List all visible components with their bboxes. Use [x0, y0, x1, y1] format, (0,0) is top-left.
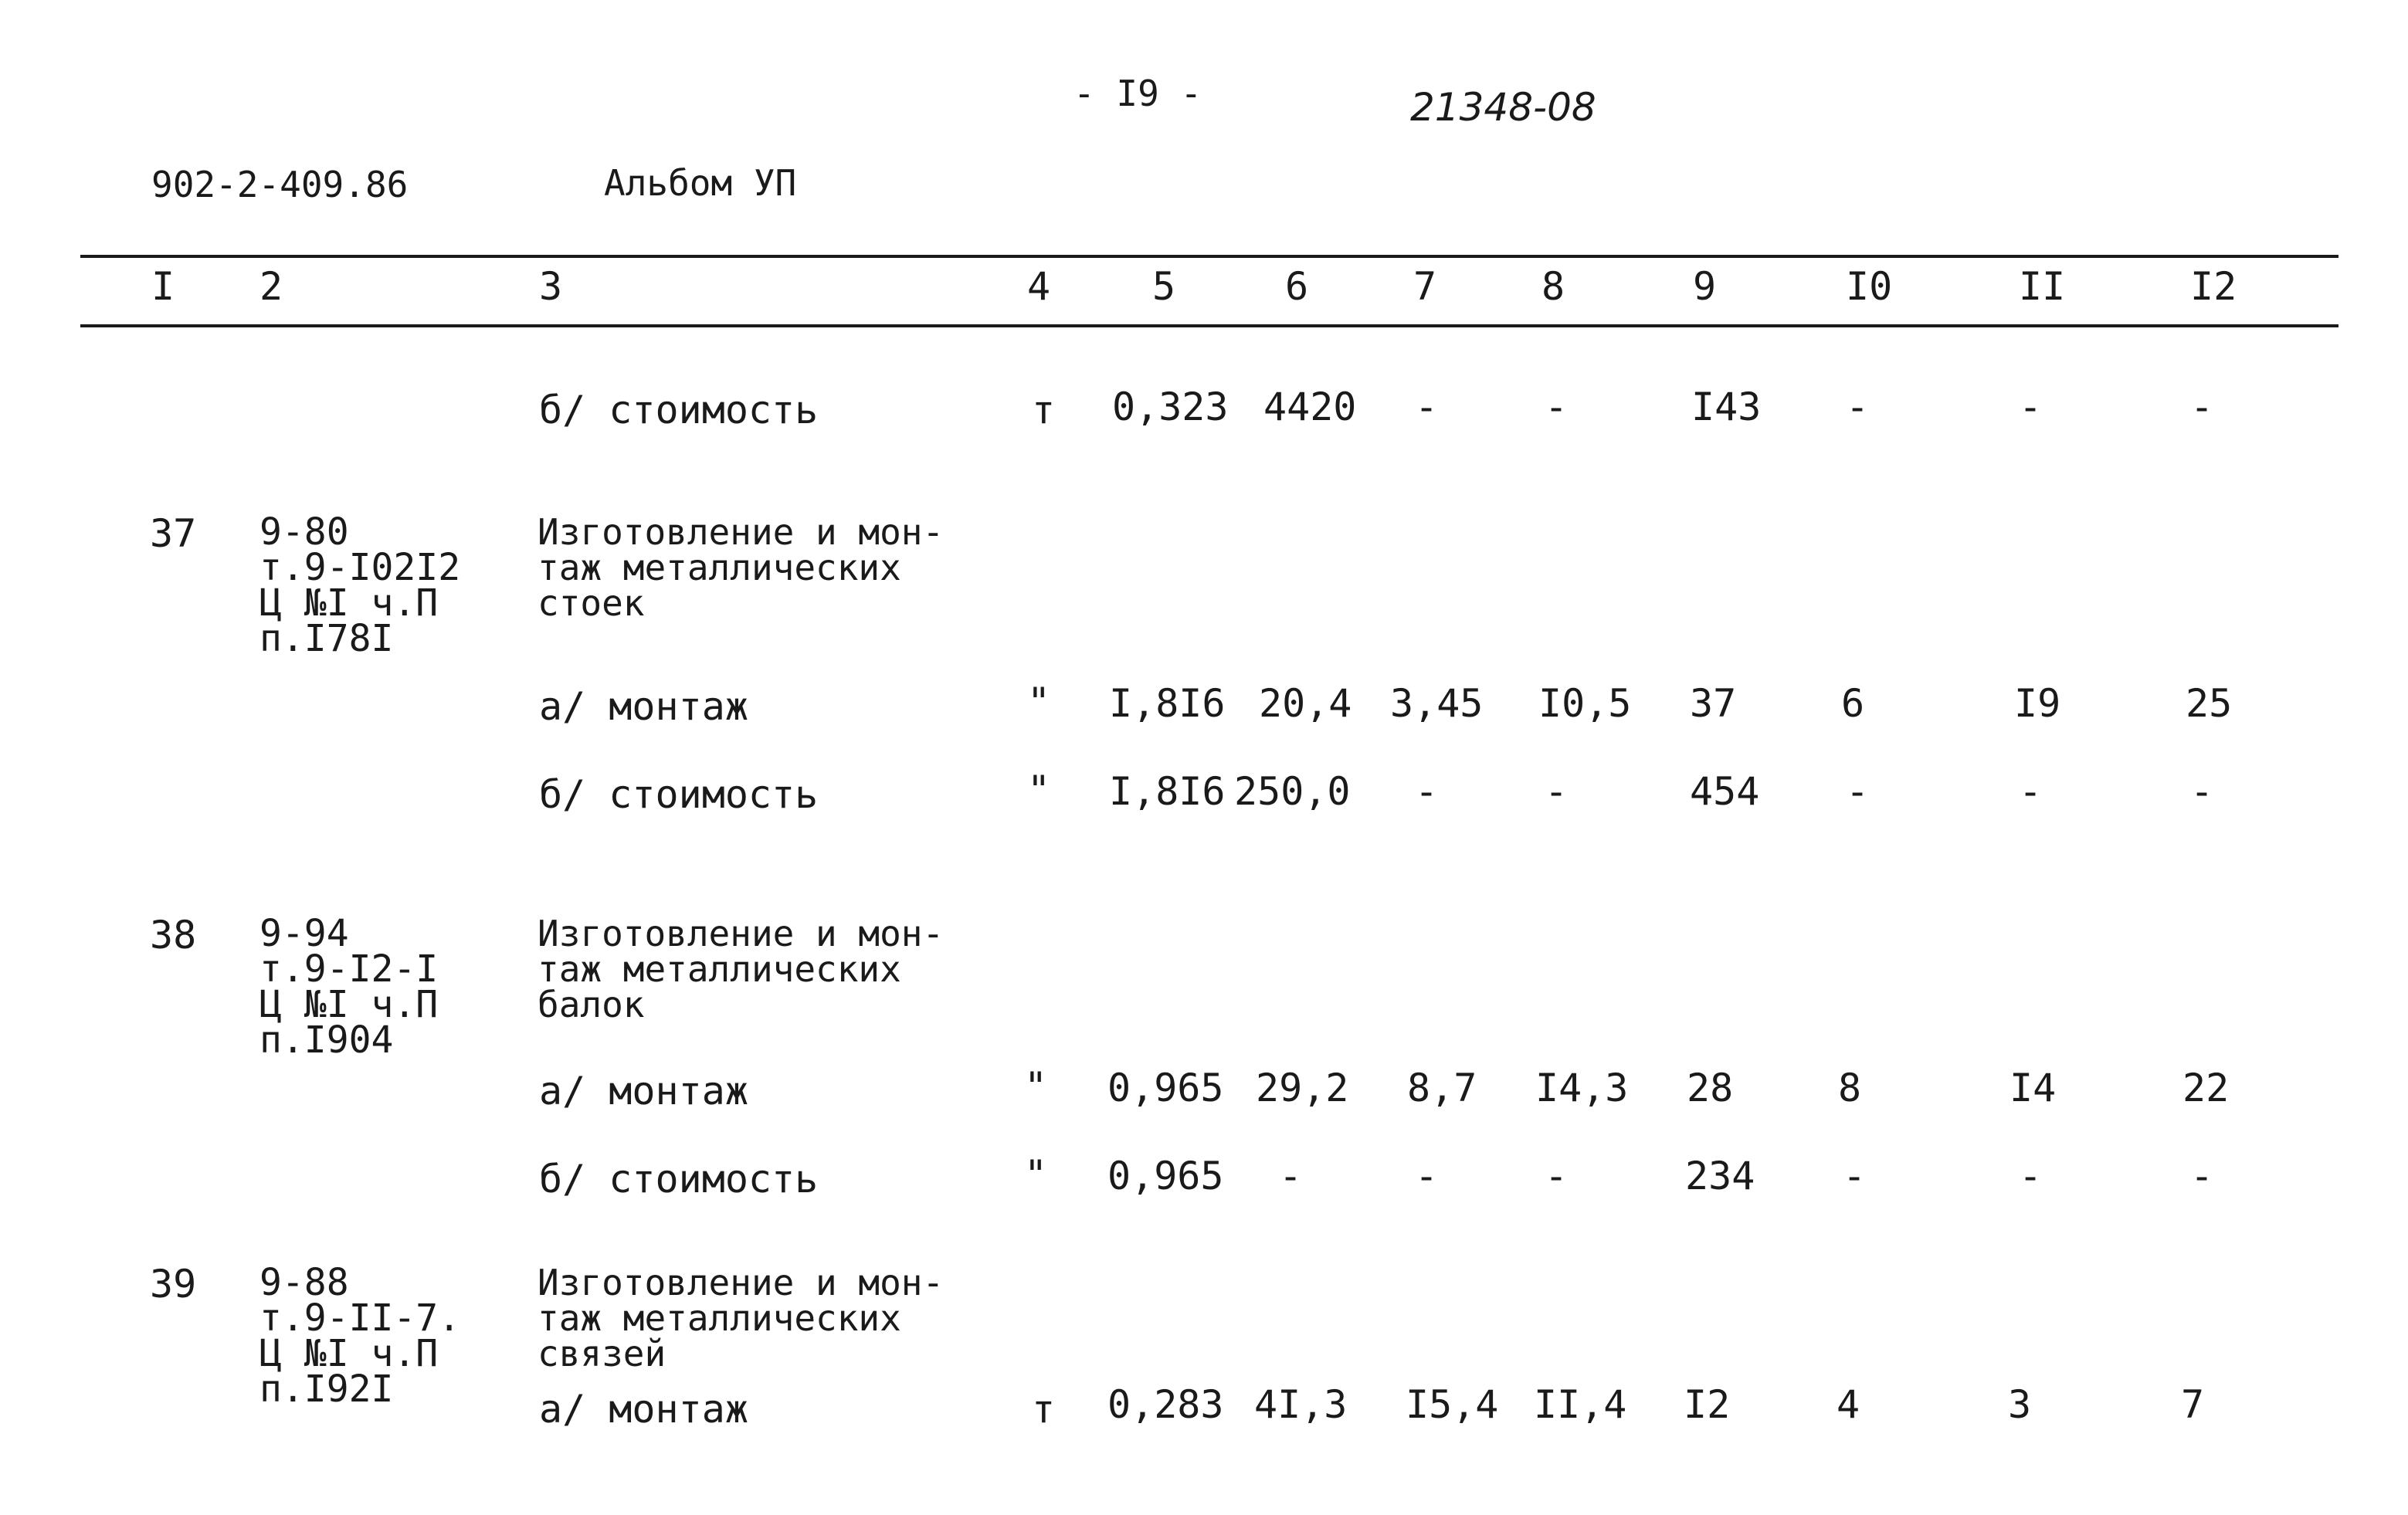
row-col12: 22	[2182, 1066, 2230, 1110]
project-code: 902-2-409.86	[151, 164, 409, 205]
row-col6: 4420	[1263, 385, 1357, 429]
row-col7: 3,45	[1390, 681, 1484, 726]
row-col7: 8,7	[1407, 1066, 1477, 1110]
item-description: Изготовление и мон- таж металлических балок	[538, 913, 945, 1025]
row-unit: "	[1024, 1064, 1048, 1109]
row-unit: "	[1027, 680, 1051, 724]
column-header: 3	[539, 264, 563, 309]
row-col11: -	[2019, 1154, 2043, 1198]
row-col7: -	[1415, 1154, 1439, 1198]
row-col12: -	[2190, 385, 2214, 429]
row-col12: -	[2190, 769, 2214, 814]
album-label: Альбом УП	[604, 162, 797, 204]
row-col7: I5,4	[1406, 1382, 1499, 1427]
item-norm-code: 9-80 т.9-I02I2 Ц №I ч.П п.I78I	[259, 510, 461, 660]
item-description: Изготовление и мон- таж металлических связей	[538, 1262, 945, 1374]
row-unit: "	[1027, 768, 1051, 812]
row-col11: -	[2019, 385, 2043, 429]
row-col8: -	[1545, 769, 1569, 814]
row-col10: 6	[1841, 681, 1865, 726]
row-col12: 25	[2186, 681, 2233, 726]
column-header: 7	[1413, 264, 1437, 309]
row-col5: I,8I6	[1109, 769, 1226, 814]
row-col9: 234	[1685, 1154, 1755, 1198]
item-norm-code: 9-94 т.9-I2-I Ц №I ч.П п.I904	[259, 912, 439, 1062]
row-col12: -	[2190, 1154, 2214, 1198]
row-description: а/ монтаж	[539, 1069, 748, 1113]
row-col9: I43	[1691, 385, 1762, 429]
column-header: 2	[259, 264, 283, 309]
column-header: I	[151, 264, 175, 309]
row-col6: 250,0	[1234, 769, 1351, 814]
row-col8: -	[1545, 385, 1569, 429]
row-unit: "	[1024, 1152, 1048, 1197]
row-col5: 0,283	[1107, 1382, 1224, 1427]
row-col8: I4,3	[1535, 1066, 1629, 1110]
row-col7: -	[1415, 385, 1439, 429]
row-col11: -	[2019, 769, 2043, 814]
row-description: б/ стоимость	[539, 388, 819, 432]
row-col5: I,8I6	[1109, 681, 1226, 726]
table-top-rule	[80, 255, 2338, 258]
row-col9: 37	[1690, 681, 1737, 726]
row-col6: -	[1279, 1154, 1303, 1198]
row-col10: -	[1846, 385, 1870, 429]
row-col9: I2	[1684, 1382, 1731, 1427]
row-col12: 7	[2181, 1382, 2205, 1427]
row-col10: -	[1846, 769, 1870, 814]
handwritten-doc-ref: 21348-08	[1410, 85, 1596, 130]
row-description: а/ монтаж	[539, 684, 748, 729]
row-unit: т	[1032, 388, 1056, 432]
column-header: II	[2019, 264, 2066, 309]
row-col10: 8	[1838, 1066, 1862, 1110]
row-description: б/ стоимость	[539, 772, 819, 817]
row-col7: -	[1415, 769, 1439, 814]
item-norm-code: 9-88 т.9-II-7. Ц №I ч.П п.I92I	[259, 1261, 461, 1411]
row-col6: 29,2	[1256, 1066, 1349, 1110]
row-col11: I4	[2009, 1066, 2057, 1110]
item-number: 39	[150, 1262, 197, 1307]
column-header: 8	[1541, 264, 1565, 309]
column-header: I2	[2190, 264, 2237, 309]
page-number: - I9 -	[1073, 73, 1202, 114]
row-col10: -	[1843, 1154, 1867, 1198]
row-col8: II,4	[1534, 1382, 1627, 1427]
column-header: 4	[1027, 264, 1051, 309]
column-header: 9	[1693, 264, 1717, 309]
table-header-rule	[80, 324, 2338, 327]
row-col8: -	[1545, 1154, 1569, 1198]
item-number: 38	[150, 913, 197, 957]
row-col5: 0,965	[1107, 1154, 1224, 1198]
column-header: 6	[1285, 264, 1309, 309]
row-col10: 4	[1837, 1382, 1860, 1427]
row-description: б/ стоимость	[539, 1157, 819, 1201]
row-unit: т	[1032, 1387, 1056, 1432]
row-col11: I9	[2014, 681, 2061, 726]
row-col9: 28	[1687, 1066, 1734, 1110]
row-col6: 20,4	[1259, 681, 1352, 726]
column-header: I0	[1846, 264, 1893, 309]
row-col5: 0,965	[1107, 1066, 1224, 1110]
item-description: Изготовление и мон- таж металлических стоек	[538, 511, 945, 624]
row-description: а/ монтаж	[539, 1387, 748, 1432]
row-col11: 3	[2008, 1382, 2032, 1427]
item-number: 37	[150, 511, 197, 556]
row-col8: I0,5	[1538, 681, 1632, 726]
row-col6: 4I,3	[1254, 1382, 1348, 1427]
row-col5: 0,323	[1112, 385, 1229, 429]
column-header: 5	[1152, 264, 1176, 309]
row-col9: 454	[1690, 769, 1760, 814]
